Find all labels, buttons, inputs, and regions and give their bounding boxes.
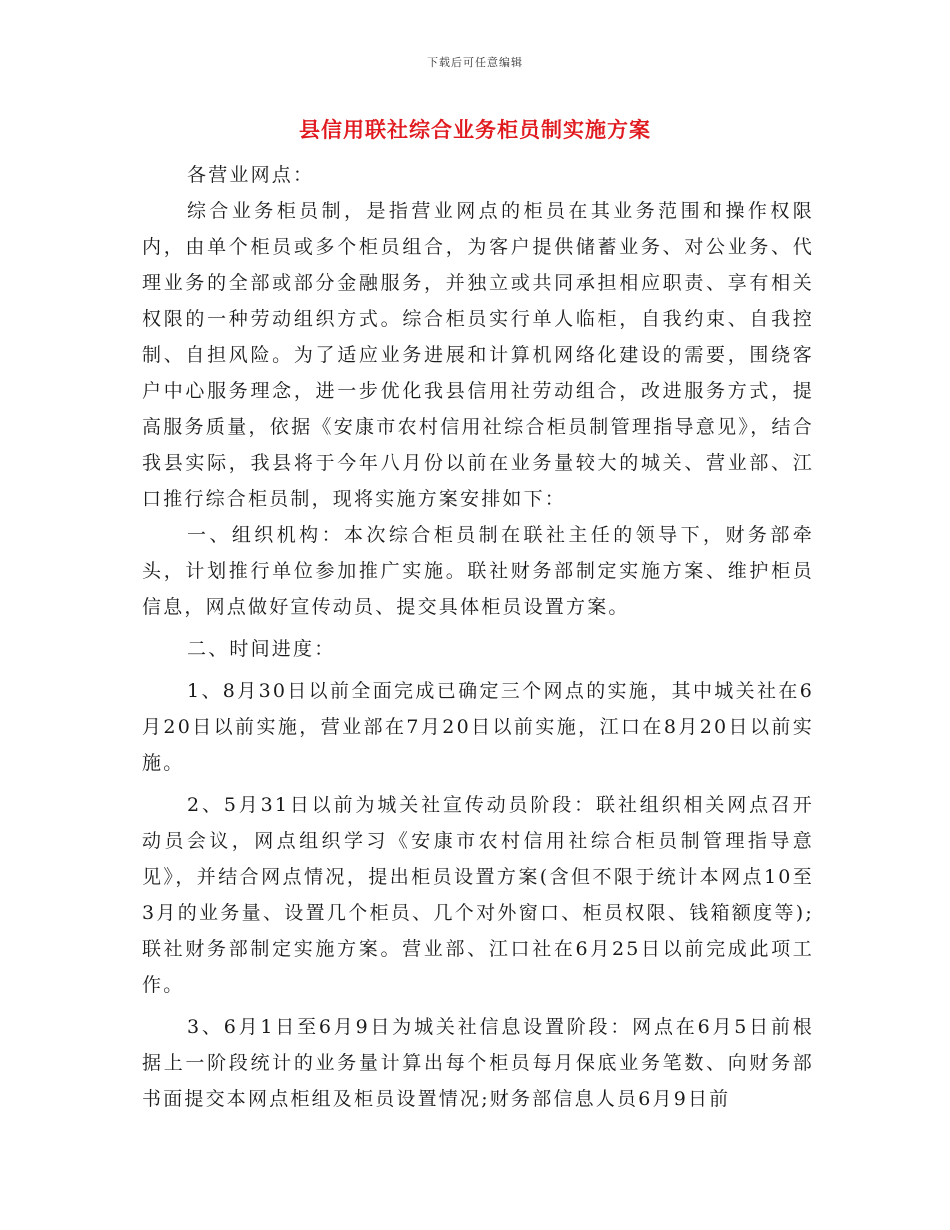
document-body (142, 157, 814, 1117)
page-header-note: 下载后可任意编辑 (427, 56, 523, 69)
paragraph-salutation: 各营业网点： (187, 164, 315, 186)
document-title: 县信用联社综合业务柜员制实施方案 (299, 117, 651, 142)
paragraph-organization: 一、组织机构：本次综合柜员制在联社主任的领导下，财务部牵头，计划推行单位参加推广实施。联社财务部制定实施方案、维护柜员信息，网点做好宣传动员、提交具体柜员设置方案。 (142, 524, 814, 618)
paragraph-schedule-item-1: 1、8月30日以前全面完成已确定三个网点的实施，其中城关社在6月20日以前实施，营业部在7月20日以前实施，江口在8月20日以前实施。 (142, 680, 814, 774)
paragraph-schedule-heading: 二、时间进度： (187, 638, 336, 660)
paragraph-intro: 综合业务柜员制，是指营业网点的柜员在其业务范围和操作权限内，由单个柜员或多个柜员组合，为客户提供储蓄业务、对公业务、代理业务的全部或部分金融服务，并独立或共同承担相应职责、享有相关权限的一种劳动组织方式。综合柜员实行单人临柜，自我约束、自我控制、自担风险。为了适应业务进展和计算机网络化建设的需要，围绕客户中心服务理念，进一步优化我县信用社劳动组合，改进服务方式，提高服务质量，依据《安康市农村信用社综合柜员制管理指导意见》，结合我县实际，我县将于今年八月份以前在业务量较大的城关、营业部、江口推行综合柜员制，现将实施方案安排如下： (142, 200, 814, 510)
paragraph-schedule-item-2: 2、5月31日以前为城关社宣传动员阶段：联社组织相关网点召开动员会议，网点组织学习《安康市农村信用社综合柜员制管理指导意见》，并结合网点情况，提出柜员设置方案(含但不限于统计本网点10至3月的业务量、设置几个柜员、几个对外窗口、柜员权限、钱箱额度等);联社财务部制定实施方案。营业部、江口社在6月25日以前完成此项工作。 (142, 794, 814, 996)
paragraph-schedule-item-3: 3、6月1日至6月9日为城关社信息设置阶段：网点在6月5日前根据上一阶段统计的业务量计算出每个柜员每月保底业务笔数、向财务部书面提交本网点柜组及柜员设置情况;财务部信息人员6月9日前 (142, 1016, 814, 1110)
